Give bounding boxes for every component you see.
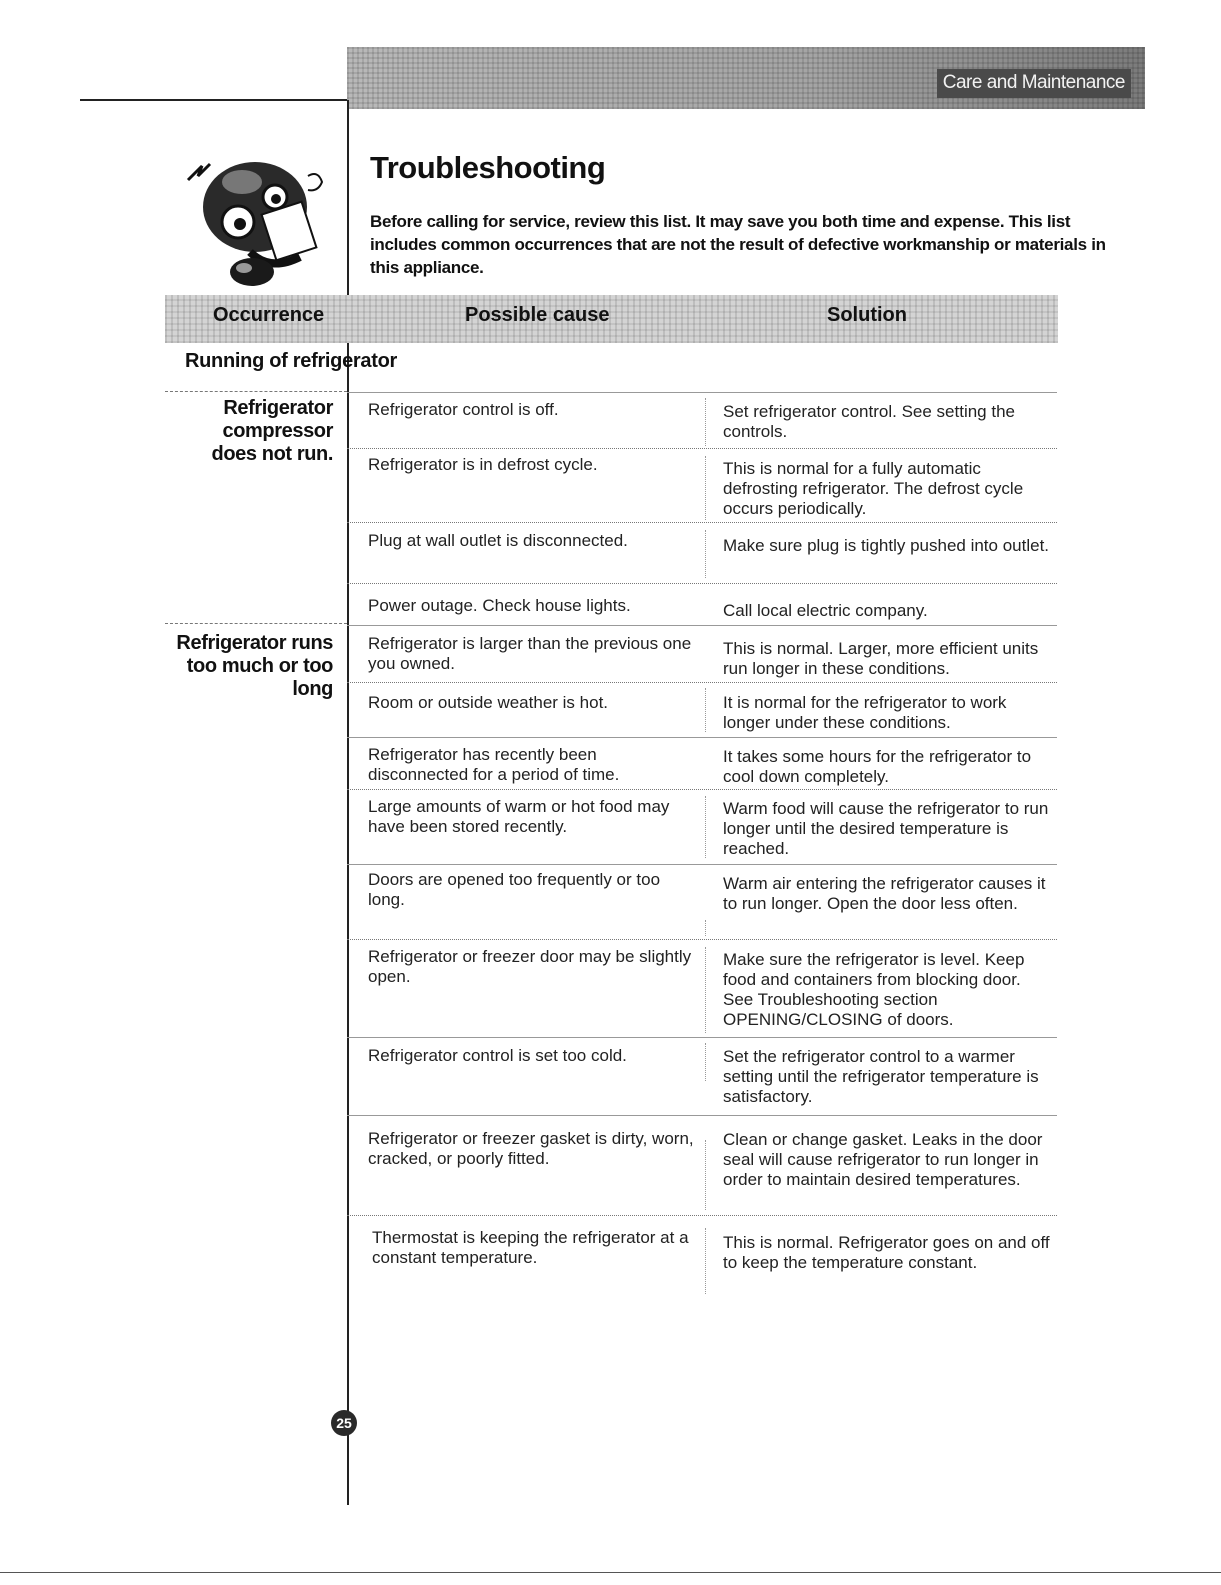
row-rule	[347, 392, 1057, 393]
column-separator	[705, 398, 706, 446]
column-separator	[705, 456, 706, 520]
column-header-cause: Possible cause	[465, 304, 610, 326]
column-separator	[705, 1043, 706, 1081]
column-separator	[705, 796, 706, 858]
cause-cell: Refrigerator is in defrost cycle.	[368, 455, 598, 474]
section-title: Running of refrigerator	[185, 350, 397, 372]
row-rule	[347, 682, 1057, 683]
cause-cell: Refrigerator has recently been disconnected for a period of time.	[368, 745, 620, 784]
cause-cell: Refrigerator or freezer door may be slightly open.	[368, 947, 692, 986]
column-separator	[705, 530, 706, 578]
row-rule	[347, 1037, 1057, 1038]
solution-cell: Call local electric company.	[723, 601, 928, 620]
row-rule	[347, 737, 1057, 738]
solution-cell: This is normal. Refrigerator goes on and off to keep the temperature constant.	[723, 1233, 1050, 1272]
solution-cell: Clean or change gasket. Leaks in the door seal will cause refrigerator to run longer in order to maintain desired temperatures.	[723, 1130, 1043, 1189]
row-rule	[347, 864, 1057, 865]
page-number: 25	[331, 1410, 357, 1436]
row-rule	[347, 939, 1057, 940]
occurrence-rule	[165, 391, 347, 393]
solution-cell: Set refrigerator control. See setting the controls.	[723, 402, 1015, 441]
page-title: Troubleshooting	[370, 150, 606, 185]
header-band	[347, 47, 1145, 109]
solution-cell: Make sure the refrigerator is level. Keep food and containers from blocking door. See Troubleshooting section OPENING/CLOSING of doors.	[723, 950, 1025, 1029]
cause-cell: Power outage. Check house lights.	[368, 596, 631, 615]
row-rule	[347, 448, 1057, 449]
row-rule	[347, 625, 1057, 626]
solution-cell: It takes some hours for the refrigerator to cool down completely.	[723, 747, 1032, 786]
cause-cell: Large amounts of warm or hot food may have been stored recently.	[368, 797, 670, 836]
cause-cell: Plug at wall outlet is disconnected.	[368, 531, 628, 550]
top-rule	[80, 99, 348, 101]
solution-cell: It is normal for the refrigerator to work longer under these conditions.	[723, 693, 1007, 732]
column-separator	[705, 1140, 706, 1210]
cause-cell: Refrigerator control is set too cold.	[368, 1046, 627, 1065]
row-rule	[347, 789, 1057, 790]
column-header-band	[165, 295, 1058, 343]
cause-cell: Refrigerator control is off.	[368, 400, 559, 419]
row-rule	[347, 1115, 1057, 1116]
column-separator	[705, 688, 706, 732]
column-separator	[705, 947, 706, 1033]
column-separator	[705, 1228, 706, 1294]
section-tag: Care and Maintenance	[937, 69, 1131, 98]
occurrence-label: Refrigerator compressor does not run.	[211, 397, 333, 465]
solution-cell: This is normal for a fully automatic defrosting refrigerator. The defrost cycle occurs periodically.	[723, 459, 1024, 518]
occurrence-label: Refrigerator runs too much or too long	[176, 632, 333, 700]
cause-cell: Room or outside weather is hot.	[368, 693, 609, 712]
mascot-illustration	[180, 152, 340, 290]
solution-cell: Make sure plug is tightly pushed into outlet.	[723, 536, 1050, 555]
occurrence-rule	[165, 623, 347, 625]
column-header-solution: Solution	[827, 304, 907, 326]
solution-cell: Warm air entering the refrigerator causes it to run longer. Open the door less often.	[723, 874, 1046, 913]
cause-cell: Refrigerator or freezer gasket is dirty, worn, cracked, or poorly fitted.	[368, 1129, 694, 1168]
cause-cell: Thermostat is keeping the refrigerator at a constant temperature.	[372, 1228, 689, 1267]
row-rule	[347, 583, 1057, 584]
row-rule	[347, 522, 1057, 523]
cause-cell: Refrigerator is larger than the previous one you owned.	[368, 634, 692, 673]
solution-cell: Warm food will cause the refrigerator to run longer until the desired temperature is reached.	[723, 799, 1049, 858]
row-rule	[347, 1215, 1057, 1216]
intro-text: Before calling for service, review this list. It may save you both time and expense. This list includes common occurrences that are not the result of defective workmanship or materials in this appliance.	[370, 212, 1106, 277]
bottom-rule	[0, 1572, 1221, 1573]
column-header-occurrence: Occurrence	[213, 304, 325, 326]
cause-cell: Doors are opened too frequently or too long.	[368, 870, 661, 909]
solution-cell: This is normal. Larger, more efficient units run longer in these conditions.	[723, 639, 1039, 678]
solution-cell: Set the refrigerator control to a warmer setting until the refrigerator temperature is satisfactory.	[723, 1047, 1039, 1106]
column-separator	[705, 920, 706, 936]
